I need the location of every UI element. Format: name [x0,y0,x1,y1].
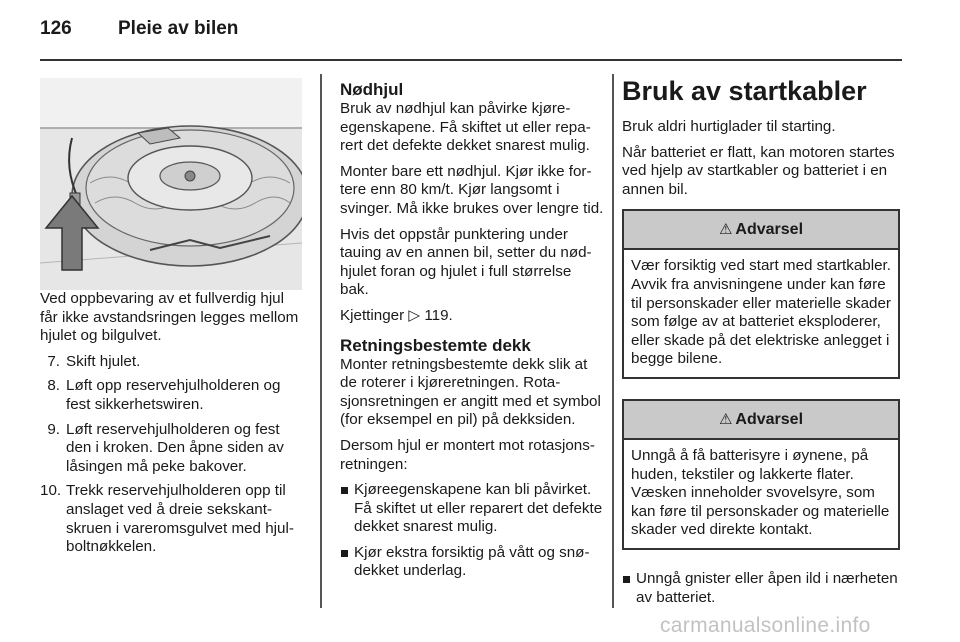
cross-reference: Kjettinger ▷ 119. [340,306,453,324]
list-item: 9. Løft reservehjulholderen og fest den i kroken. Den åpne siden av låsingen må peke bakover. [47,420,284,475]
warning-text: Vær forsiktig ved start med startkabler. Avvik fra anvisningene under kan føre til personskader eller materielle skader som følge av at batteriet eksploderer, eller skade på det elektriske anlegget i begge bilene. [631,257,891,368]
list-item: 7. Skift hjulet. [47,352,141,370]
list-item: Kjøreegenskapene kan bli påvirket. Få skiftet ut eller reparert det defekte dekket snarest mulig. [340,481,604,537]
bullet-square-icon [341,550,348,557]
list-item: Kjør ekstra forsiktig på vått og snødekket underlag. [340,544,604,581]
section-heading-emergency-wheel: Nødhjul [340,80,404,99]
paragraph: Monter bare ett nødhjul. Kjør ikke fortere enn 80 km/t. Kjør langsomt i svinger. Må ikke brukes over lengre tid. [340,162,604,217]
section-heading-jump-start: Bruk av startkabler [622,76,867,106]
page-ref-icon: ▷ [408,306,421,324]
bullet-square-icon [341,487,348,494]
warning-header: ⚠ Advarsel [624,401,898,440]
column-left [40,78,302,563]
warning-triangle-icon: ⚠ [718,221,733,239]
list-item: 8. Løft opp reservehjulholderen og fest sikkerhetswiren. [47,377,281,413]
bullet-list [622,570,900,607]
page-number: 126 [40,18,72,39]
paragraph: Monter retningsbestemte dekk slik at de roterer i kjøreretningen. Rotasjonsretningen er angitt med et symbol (for eksempel en pil) på dekksiden. [340,355,601,429]
watermark: carmanualsonline.info [660,614,871,637]
section-heading-directional-tyres: Retningsbestemte dekk [340,335,531,355]
paragraph: Bruk aldri hurtiglader til starting. [622,118,836,135]
list-item: 10. Trekk reservehjulholderen opp til anslaget ved å dreie sekskantskruen i vareromsgulvet med hjulboltnøkkelen. [40,482,294,556]
paragraph: Bruk av nødhjul kan påvirke kjøreegenskapene. Få skiftet ut eller reparert det defekte dekket snarest mulig. [340,100,591,155]
column-right [622,76,900,614]
page-ref-link[interactable]: 119. [424,306,453,324]
bullet-square-icon [623,576,630,583]
warning-box [622,399,900,550]
warning-box [622,209,900,379]
warning-header: ⚠ Advarsel [624,211,898,250]
warning-text: Unngå å få batterisyre i øynene, på huden, tekstiler og lakkerte flater. Væsken inneholder svovelsyre, som kan føre til personskader og materielle skader ved direkte kontakt. [631,446,890,539]
paragraph: Når batteriet er flatt, kan motoren startes ved hjelp av startkabler og batteriet i en annen bil. [622,143,895,198]
header-rule [40,59,902,61]
illustration-caption: Ved oppbevaring av et fullverdig hjul får ikke avstandsringen legges mellom hjulet og bilgulvet. [40,290,299,345]
page-title: Pleie av bilen [118,18,239,39]
bullet-list [340,481,604,581]
spare-wheel-illustration [40,78,302,290]
step-list [40,353,302,557]
column-divider-1 [320,74,322,608]
column-divider-2 [612,74,614,608]
paragraph: Dersom hjul er montert mot rotasjonsretningen: [340,436,595,473]
list-item: Unngå gnister eller åpen ild i nærheten av batteriet. [622,570,900,607]
column-middle [340,80,604,588]
paragraph: Hvis det oppstår punktering under tauing av en annen bil, setter du nødhjulet foran og hjulet i full størrelse bak. [340,225,592,299]
warning-triangle-icon: ⚠ [718,410,733,428]
